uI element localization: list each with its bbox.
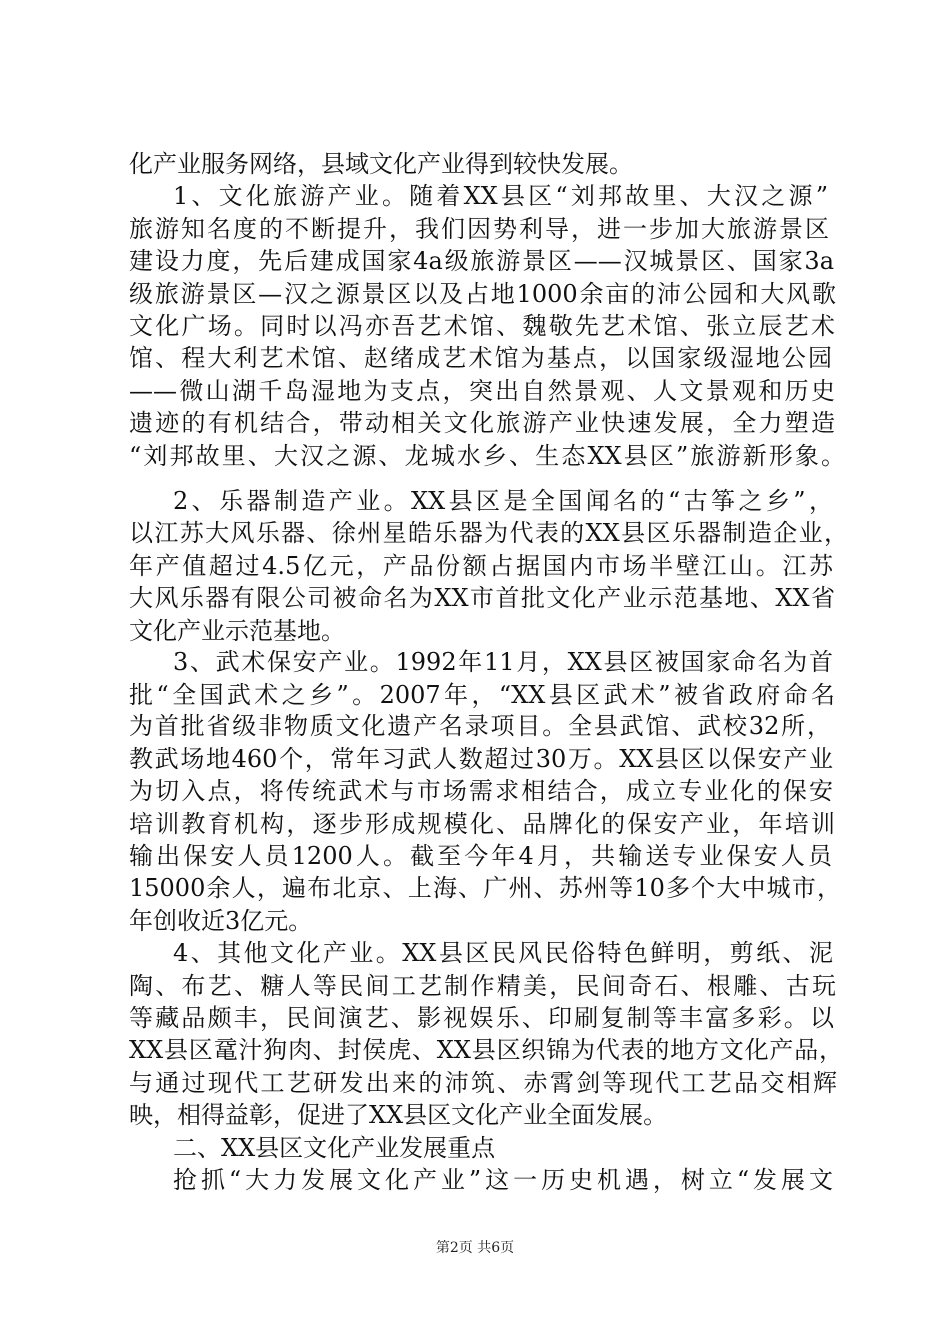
- page-footer: 第2页 共6页: [435, 1240, 515, 1256]
- text-line: 4、其他文化产业。XX县区民风民俗特色鲜明，剪纸、泥: [173, 939, 833, 968]
- text-line: 年创收近3亿元。: [129, 906, 313, 935]
- text-line: 陶、布艺、糖人等民间工艺制作精美，民间奇石、根雕、古玩: [129, 971, 836, 1000]
- text-line: 年产值超过4.5亿元，产品份额占据国内市场半壁江山。江苏: [129, 551, 833, 580]
- text-line: 二、XX县区文化产业发展重点: [173, 1133, 496, 1162]
- text-line: 1、文化旅游产业。随着XX县区“刘邦故里、大汉之源”: [173, 182, 828, 211]
- text-line: 3、武术保安产业。1992年11月，XX县区被国家命名为首: [173, 648, 833, 677]
- text-line: 教武场地460个，常年习武人数超过30万。XX县区以保安产业: [129, 744, 833, 773]
- text-line: 化产业服务网络，县域文化产业得到较快发展。: [129, 150, 633, 178]
- text-line: 以江苏大风乐器、徐州星皓乐器为代表的XX县区乐器制造企业，: [129, 519, 848, 548]
- text-line: “刘邦故里、大汉之源、龙城水乡、生态XX县区”旅游新形象。: [129, 441, 845, 470]
- text-line: 馆、程大利艺术馆、赵绪成艺术馆为基点，以国家级湿地公园: [129, 344, 832, 373]
- text-line: 级旅游景区—汉之源景区以及占地1000余亩的沛公园和大风歌: [129, 279, 836, 308]
- text-line: 文化产业示范基地。: [129, 616, 345, 645]
- text-line: 文化广场。同时以冯亦吾艺术馆、魏敬先艺术馆、张立辰艺术: [129, 312, 835, 341]
- text-line: 映，相得益彰，促进了XX县区文化产业全面发展。: [129, 1101, 668, 1130]
- text-line: XX县区鼋汁狗肉、封侯虎、XX县区织锦为代表的地方文化产品，: [129, 1036, 843, 1065]
- text-line: 遗迹的有机结合，带动相关文化旅游产业快速发展，全力塑造: [129, 409, 835, 438]
- text-line: 旅游知名度的不断提升，我们因势利导，进一步加大旅游景区: [129, 214, 829, 243]
- text-line: 建设力度，先后建成国家4a级旅游景区——汉城景区、国家3a: [129, 247, 834, 276]
- text-line: 为首批省级非物质文化遗产名录项目。全县武馆、武校32所，: [129, 712, 831, 741]
- text-line: 2、乐器制造产业。XX县区是全国闻名的“古筝之乡”，: [173, 487, 833, 516]
- text-line: 15000余人，遍布北京、上海、广州、苏州等10多个大中城市，: [129, 874, 841, 903]
- text-line: 抢抓“大力发展文化产业”这一历史机遇，树立“发展文: [173, 1166, 833, 1194]
- text-line: 等藏品颇丰，民间演艺、影视娱乐、印刷复制等丰富多彩。以: [129, 1003, 834, 1032]
- text-line: 批“全国武术之乡”。2007年，“XX县区武术”被省政府命名: [129, 680, 835, 709]
- text-line: 与通过现代工艺研发出来的沛筑、赤霄剑等现代工艺品交相辉: [129, 1068, 837, 1097]
- text-line: 输出保安人员1200人。截至今年4月，共输送专业保安人员: [129, 841, 832, 870]
- text-line: 为切入点，将传统武术与市场需求相结合，成立专业化的保安: [129, 777, 833, 806]
- text-line: ——微山湖千岛湿地为支点，突出自然景观、人文景观和历史: [129, 376, 835, 405]
- text-line: 大风乐器有限公司被命名为XX市首批文化产业示范基地、XX省: [129, 584, 835, 613]
- text-line: 培训教育机构，逐步形成规模化、品牌化的保安产业，年培训: [129, 809, 835, 838]
